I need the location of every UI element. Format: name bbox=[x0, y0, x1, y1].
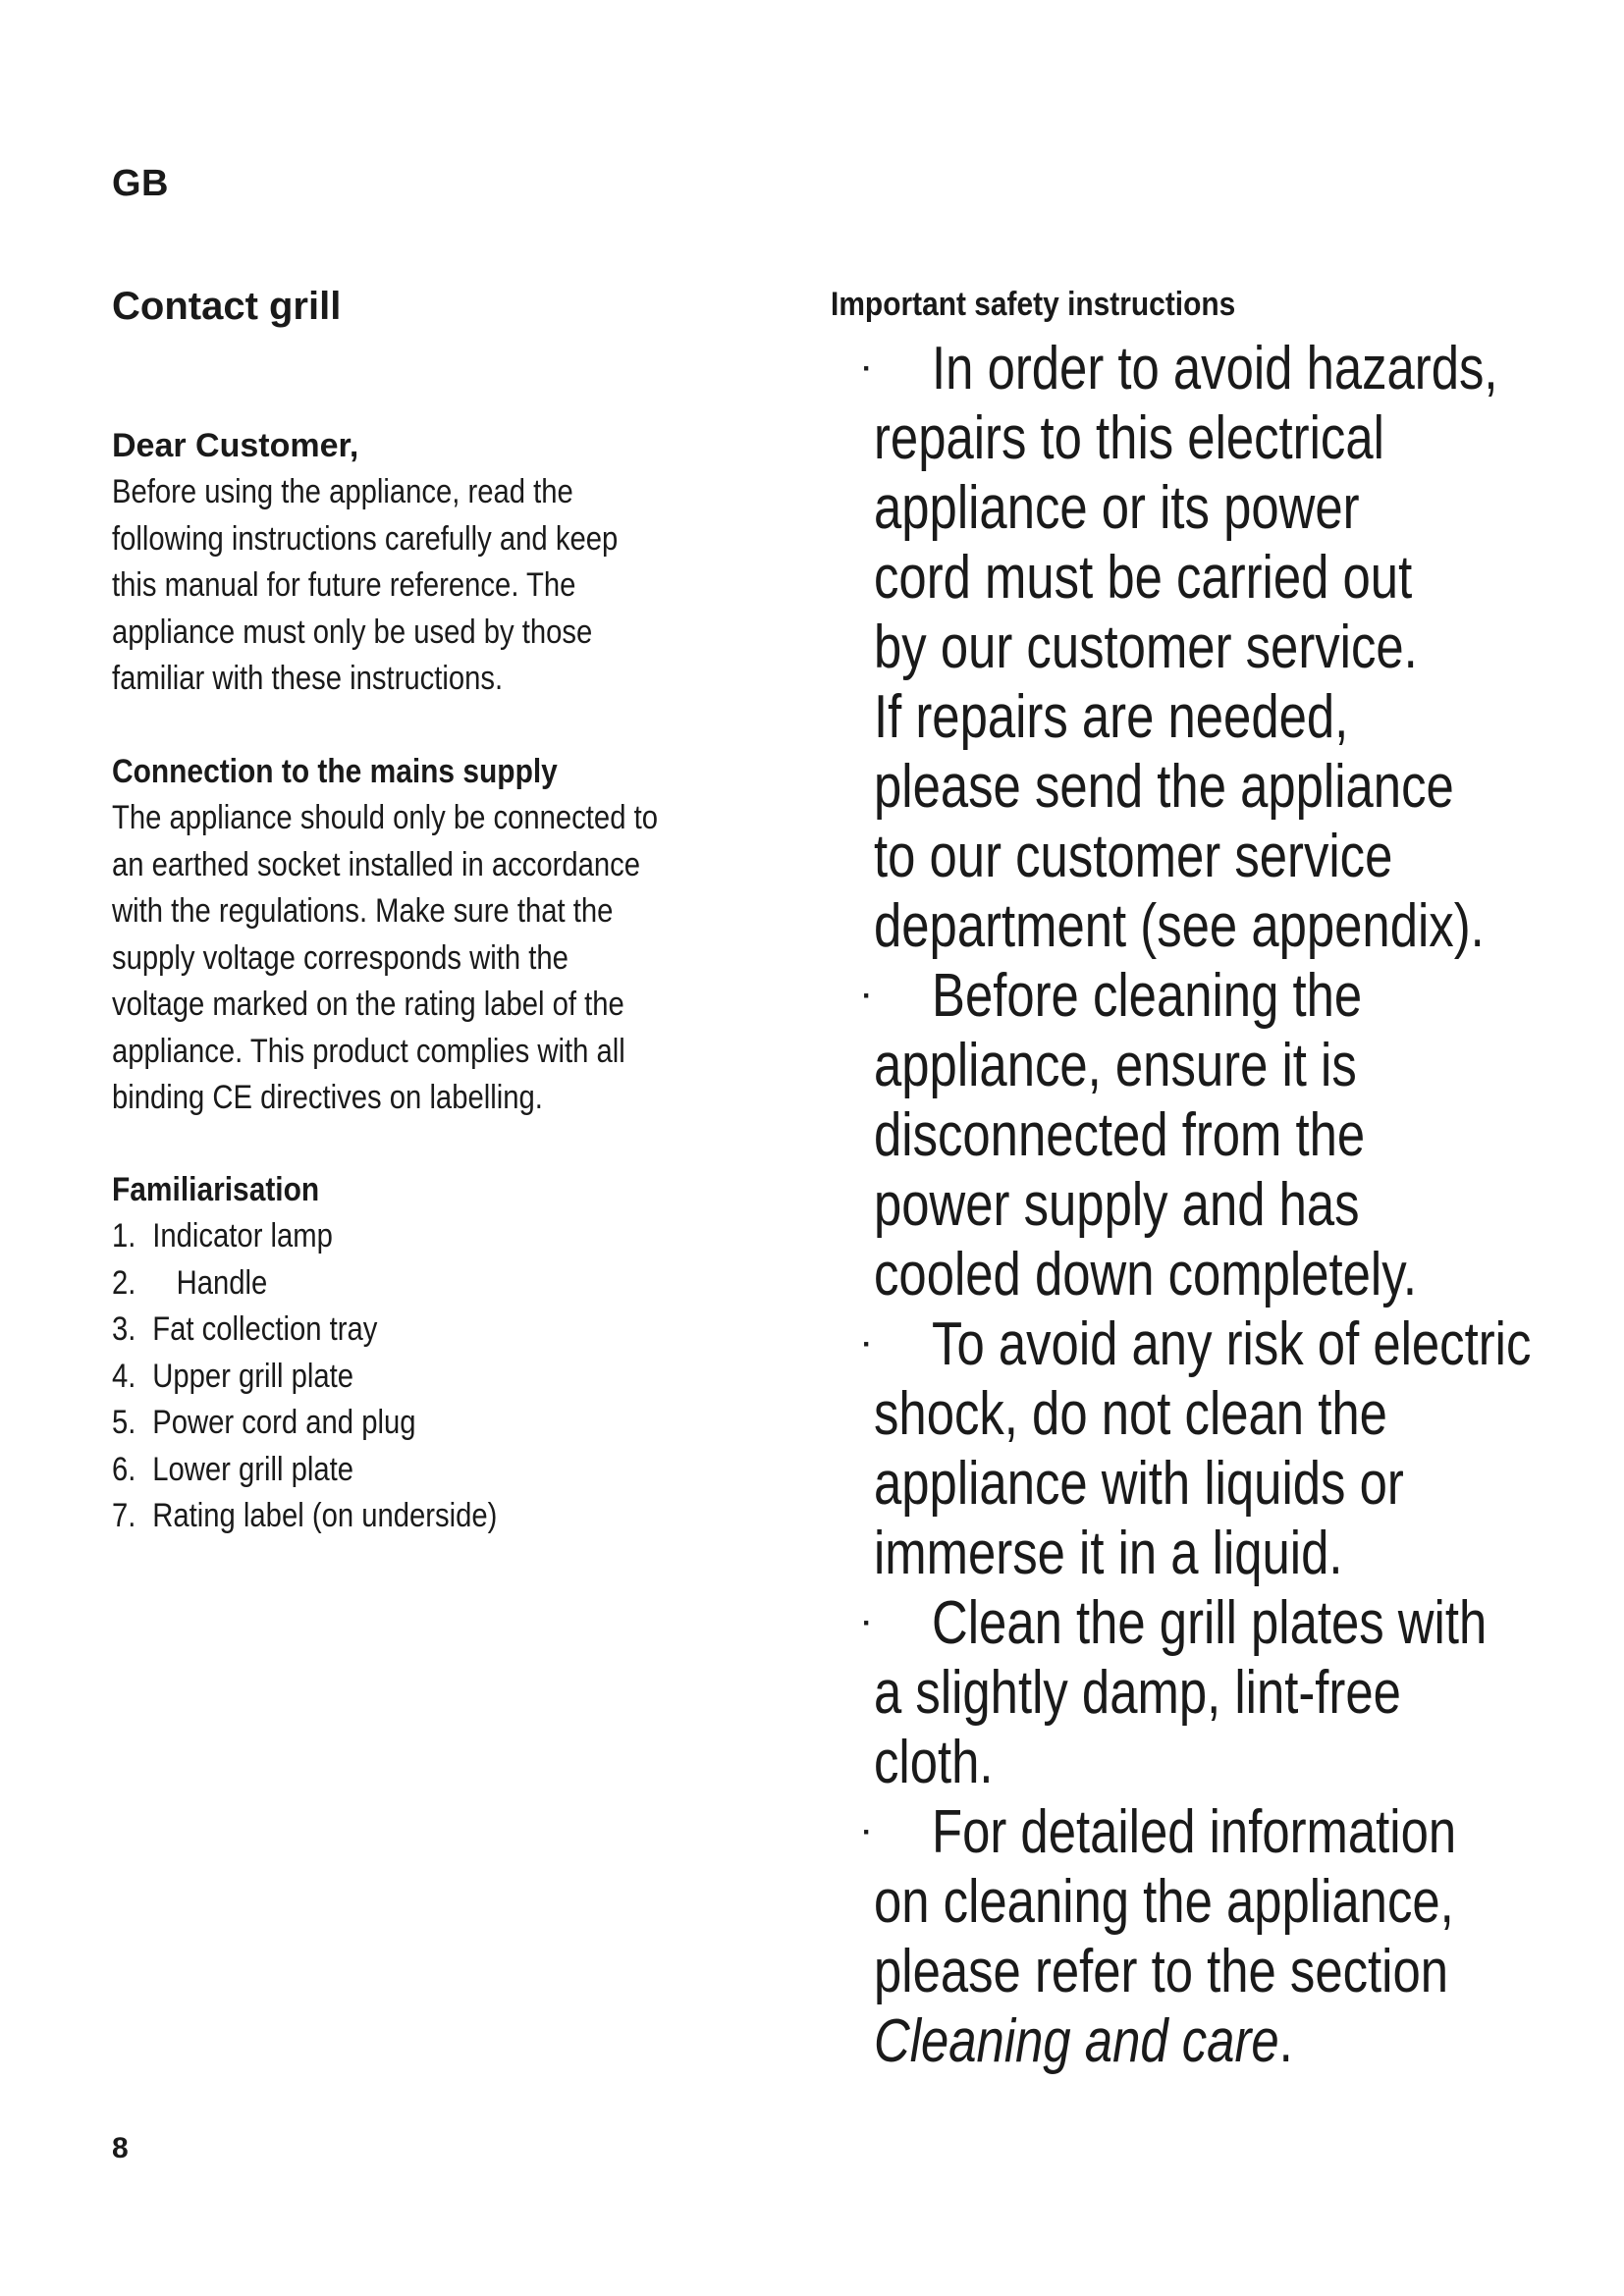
mains-connection-section bbox=[112, 748, 799, 1122]
familiarisation-heading bbox=[112, 1166, 799, 1213]
text-line: appliance must only be used by those bbox=[112, 613, 593, 651]
list-item bbox=[112, 1493, 799, 1540]
text-line: supply voltage corresponds with the bbox=[112, 938, 568, 977]
list-item bbox=[112, 1213, 799, 1260]
text-line: Before cleaning the bbox=[932, 962, 1363, 1030]
list-item-number: 5. bbox=[112, 1404, 136, 1441]
text-line: department (see appendix). bbox=[874, 892, 1485, 960]
list-item-label: Lower grill plate bbox=[152, 1450, 354, 1488]
text-line: following instructions carefully and keep bbox=[112, 519, 619, 558]
text-line: with the regulations. Make sure that the bbox=[112, 892, 614, 930]
text-line: Before using the appliance, read the bbox=[112, 473, 573, 510]
text-line: If repairs are needed, bbox=[874, 683, 1349, 751]
text-line: by our customer service. bbox=[874, 614, 1418, 681]
text-line: please refer to the section bbox=[874, 1938, 1449, 2005]
left-column bbox=[112, 275, 780, 1534]
list-item-number: 6. bbox=[112, 1450, 136, 1488]
list-item-number: 4. bbox=[112, 1357, 136, 1395]
text-line: repairs to this electrical bbox=[874, 404, 1384, 472]
right-column bbox=[831, 281, 1557, 2075]
list-item-label: Upper grill plate bbox=[152, 1357, 354, 1395]
text-line bbox=[874, 2006, 1531, 2076]
list-item-label: Indicator lamp bbox=[152, 1217, 333, 1255]
familiarisation-heading-text: Familiarisation bbox=[112, 1171, 320, 1208]
text-line: cord must be carried out bbox=[874, 544, 1413, 612]
text-line: a slightly damp, lint-free bbox=[874, 1659, 1401, 1727]
bullet-icon: · bbox=[862, 1328, 872, 1361]
dear-customer-heading: Dear Customer, bbox=[112, 427, 359, 464]
parts-list bbox=[112, 1213, 799, 1540]
text-line: For detailed information bbox=[932, 1798, 1457, 1866]
text-line: To avoid any risk of electric bbox=[932, 1310, 1532, 1378]
list-item bbox=[831, 334, 1624, 961]
text-line: Clean the grill plates with bbox=[932, 1589, 1488, 1657]
text-line: immerse it in a liquid. bbox=[874, 1520, 1343, 1587]
text-line: to our customer service bbox=[874, 823, 1393, 890]
period: . bbox=[1278, 2007, 1293, 2075]
bullet-icon: · bbox=[862, 352, 872, 385]
list-item bbox=[831, 961, 1624, 1309]
text-line: familiar with these instructions. bbox=[112, 660, 504, 697]
mains-connection-text bbox=[112, 795, 799, 1122]
text-line: appliance. This product complies with all bbox=[112, 1032, 625, 1070]
bullet-icon: · bbox=[862, 1816, 872, 1848]
list-item-number: 2. bbox=[112, 1263, 136, 1302]
text-line: voltage marked on the rating label of the bbox=[112, 986, 624, 1023]
text-line: power supply and has bbox=[874, 1171, 1360, 1239]
mains-connection-heading-text: Connection to the mains supply bbox=[112, 753, 558, 790]
list-item bbox=[112, 1307, 799, 1354]
section-reference: Cleaning and care bbox=[874, 2007, 1279, 2075]
list-item-label: Power cord and plug bbox=[152, 1404, 416, 1441]
familiarisation-section bbox=[112, 1166, 799, 1540]
list-item bbox=[831, 1797, 1624, 2076]
list-item-number: 3. bbox=[112, 1310, 136, 1348]
safety-list bbox=[831, 334, 1624, 2076]
bullet-icon: · bbox=[862, 1607, 872, 1639]
dear-customer-text bbox=[112, 469, 799, 703]
text-line: The appliance should only be connected to bbox=[112, 799, 658, 836]
list-item-number: 1. bbox=[112, 1217, 136, 1255]
list-item-label: Rating label (on underside) bbox=[152, 1497, 498, 1534]
list-item bbox=[831, 1588, 1624, 1797]
text-line: appliance with liquids or bbox=[874, 1450, 1404, 1518]
safety-heading bbox=[831, 281, 1557, 328]
page-number: 8 bbox=[112, 2132, 129, 2164]
dear-customer-section bbox=[112, 422, 799, 703]
list-item bbox=[831, 1309, 1624, 1588]
text-line: on cleaning the appliance, bbox=[874, 1868, 1454, 1936]
text-line: disconnected from the bbox=[874, 1101, 1366, 1169]
text-line: cooled down completely. bbox=[874, 1241, 1417, 1308]
list-item bbox=[112, 1354, 799, 1401]
list-item-label: Fat collection tray bbox=[152, 1310, 378, 1348]
list-item bbox=[112, 1260, 799, 1308]
text-line: please send the appliance bbox=[874, 753, 1454, 821]
page-title: Contact grill bbox=[112, 285, 342, 328]
mains-connection-heading bbox=[112, 748, 799, 795]
text-line: appliance or its power bbox=[874, 474, 1360, 542]
list-item bbox=[112, 1447, 799, 1494]
list-item-label: Handle bbox=[176, 1263, 268, 1302]
language-code: GB bbox=[112, 163, 169, 204]
text-line: shock, do not clean the bbox=[874, 1380, 1387, 1448]
text-line: cloth. bbox=[874, 1729, 994, 1796]
bullet-icon: · bbox=[862, 980, 872, 1012]
text-line: appliance, ensure it is bbox=[874, 1032, 1357, 1099]
text-line: this manual for future reference. The bbox=[112, 566, 576, 604]
list-item bbox=[112, 1400, 799, 1447]
list-item-number: 7. bbox=[112, 1497, 136, 1534]
text-line: an earthed socket installed in accordance bbox=[112, 845, 641, 883]
text-line: binding CE directives on labelling. bbox=[112, 1079, 543, 1116]
text-line: In order to avoid hazards, bbox=[932, 335, 1498, 402]
safety-heading-text: Important safety instructions bbox=[831, 286, 1236, 323]
